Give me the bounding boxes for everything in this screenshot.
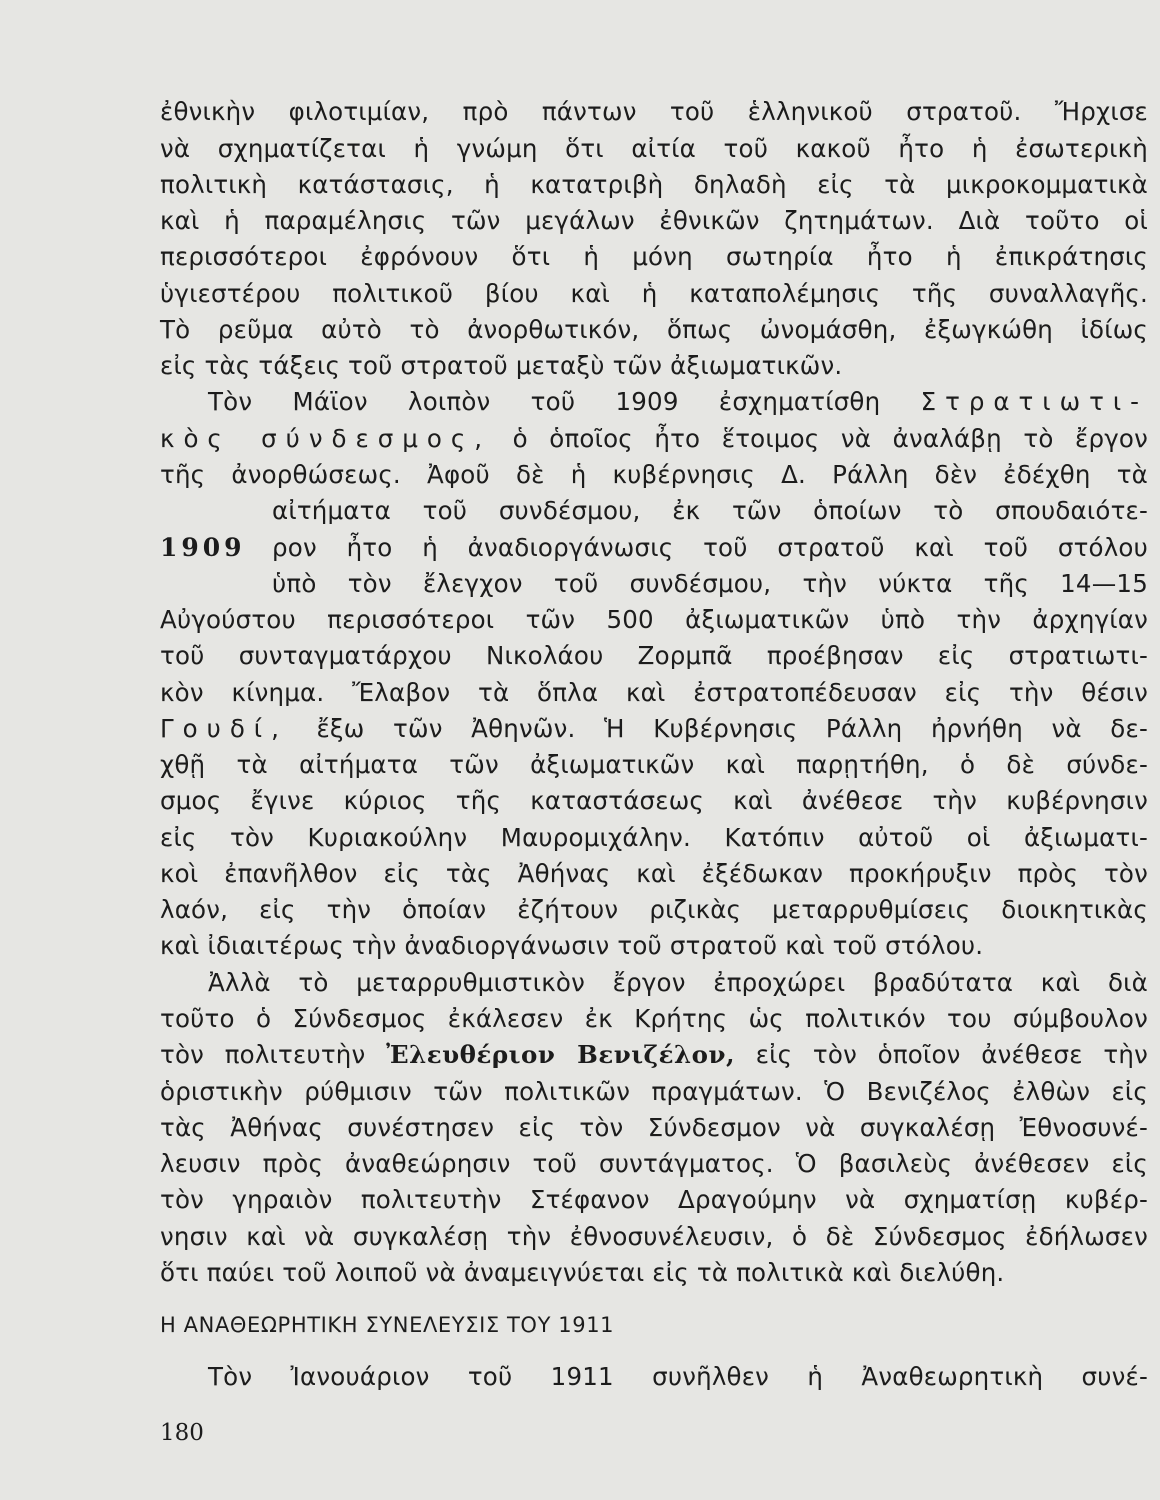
text-line: περισσότεροι ἐφρόνουν ὅτι ἡ μόνη σωτηρία ἦτο ἡ ἐπικράτησις <box>160 242 1148 272</box>
text-line: Τὸν Ἰανουάριον τοῦ 1911 συνῆλθεν ἡ Ἀναθεωρητικὴ συνέ- <box>208 1361 1148 1391</box>
section-heading: Η ΑΝΑΘΕΩΡΗΤΙΚΗ ΣΥΝΕΛΕΥΣΙΣ ΤΟΥ 1911 <box>160 1312 615 1337</box>
emphasized-place: Γουδί, <box>160 713 288 743</box>
text-line: κὸν κίνημα. Ἔλαβον τὰ ὅπλα καὶ ἐστρατοπέδευσαν εἰς τὴν θέσιν <box>160 677 1148 707</box>
text-line: Τὸ ρεῦμα αὐτὸ τὸ ἀνορθωτικόν, ὅπως ὠνομάσθη, ἐξωγκώθη ἰδίως <box>160 314 1148 344</box>
text-line: ὁριστικὴν ρύθμισιν τῶν πολιτικῶν πραγμάτων. Ὁ Βενιζέλος ἐλθὼν εἰς <box>160 1076 1148 1106</box>
text-line: νησιν καὶ νὰ συγκαλέσῃ τὴν ἐθνοσυνέλευσιν, ὁ δὲ Σύνδεσμος ἐδήλωσεν <box>160 1221 1148 1251</box>
text-line: τὰς Ἀθήνας συνέστησεν εἰς τὸν Σύνδεσμον νὰ συγκαλέσῃ Ἐθνοσυνέ- <box>160 1112 1148 1142</box>
text-line: τὸν γηραιὸν πολιτευτὴν Στέφανον Δραγούμην νὰ σχηματίσῃ κυβέρ- <box>160 1185 1148 1215</box>
text-segment: ἔξω τῶν Ἀθηνῶν. Ἡ Κυβέρνησις Ράλλη ἠρνήθη νὰ δε- <box>316 713 1148 743</box>
text-line <box>160 1038 1148 1072</box>
text-line: ρον ἦτο ἡ ἀναδιοργάνωσις τοῦ στρατοῦ καὶ τοῦ στόλου <box>272 532 1148 562</box>
bold-name: Ἐλευθέριον Βενιζέλον, <box>386 1040 736 1070</box>
text-line: κοὶ ἐπανῆλθον εἰς τὰς Ἀθήνας καὶ ἐξέδωκαν προκήρυξιν πρὸς τὸν <box>160 858 1148 888</box>
emphasized-term: Στρατιωτι- <box>920 387 1148 417</box>
text-line: ὅτι παύει τοῦ λοιποῦ νὰ ἀναμειγνύεται εἰς τὰ πολιτικὰ καὶ διελύθη. <box>160 1257 1005 1287</box>
text-line: εἰς τὰς τάξεις τοῦ στρατοῦ μεταξὺ τῶν ἀξιωματικῶν. <box>160 351 843 381</box>
text-line: τοῦ συνταγματάρχου Νικολάου Ζορμπᾶ προέβησαν εἰς στρατιωτι- <box>160 641 1148 671</box>
text-line: καὶ ἰδιαιτέρως τὴν ἀναδιοργάνωσιν τοῦ στρατοῦ καὶ τοῦ στόλου. <box>160 931 984 961</box>
text-line <box>160 422 1148 456</box>
text-line <box>208 385 1148 419</box>
text-line: εἰς τὸν Κυριακούλην Μαυρομιχάλην. Κατόπιν αὐτοῦ οἱ ἀξιωματι- <box>160 822 1148 852</box>
margin-year-note: 1909 <box>160 532 246 562</box>
text-line <box>160 712 1148 746</box>
text-line: Αὐγούστου περισσότεροι τῶν 500 ἀξιωματικῶν ὑπὸ τὴν ἀρχηγίαν <box>160 605 1148 635</box>
text-line: ὑπὸ τὸν ἔλεγχον τοῦ συνδέσμου, τὴν νύκτα τῆς 14—15 <box>272 568 1148 598</box>
text-line: σμος ἔγινε κύριος τῆς καταστάσεως καὶ ἀνέθεσε τὴν κυβέρνησιν <box>160 786 1148 816</box>
text-segment: εἰς τὸν ὁποῖον ἀνέθεσε τὴν <box>755 1040 1148 1070</box>
text-line: νὰ σχηματίζεται ἡ γνώμη ὅτι αἰτία τοῦ κακοῦ ἦτο ἡ ἐσωτερικὴ <box>160 133 1148 163</box>
page-number: 180 <box>160 1419 204 1446</box>
text-line: πολιτικὴ κατάστασις, ἡ κατατριβὴ δηλαδὴ εἰς τὰ μικροκομματικὰ <box>160 169 1148 199</box>
text-segment: τὸν πολιτευτὴν <box>160 1040 366 1070</box>
text-line: Ἀλλὰ τὸ μεταρρυθμιστικὸν ἔργον ἐπροχώρει βραδύτατα καὶ διὰ <box>208 967 1148 997</box>
text-line: τῆς ἀνορθώσεως. Ἀφοῦ δὲ ἡ κυβέρνησις Δ. Ράλλη δὲν ἐδέχθη τὰ <box>160 459 1148 489</box>
text-line: λευσιν πρὸς ἀναθεώρησιν τοῦ συντάγματος. Ὁ βασιλεὺς ἀνέθεσεν εἰς <box>160 1149 1148 1179</box>
text-line: καὶ ἡ παραμέλησις τῶν μεγάλων ἐθνικῶν ζητημάτων. Διὰ τοῦτο οἱ <box>160 206 1148 236</box>
text-segment: Τὸν Μάϊον λοιπὸν τοῦ 1909 ἐσχηματίσθη <box>208 387 881 417</box>
text-line: αἰτήματα τοῦ συνδέσμου, ἐκ τῶν ὁποίων τὸ σπουδαιότε- <box>272 496 1148 526</box>
text-line: χθῇ τὰ αἰτήματα τῶν ἀξιωματικῶν καὶ παρῃτήθη, ὁ δὲ σύνδε- <box>160 750 1148 780</box>
emphasized-term: κὸς σύνδεσμος, <box>160 423 492 453</box>
text-line: λαόν, εἰς τὴν ὁποίαν ἐζήτουν ριζικὰς μεταρρυθμίσεις διοικητικὰς <box>160 895 1148 925</box>
text-line: τοῦτο ὁ Σύνδεσμος ἐκάλεσεν ἐκ Κρήτης ὡς πολιτικόν του σύμβουλον <box>160 1004 1148 1034</box>
text-line: ὑγιεστέρου πολιτικοῦ βίου καὶ ἡ καταπολέμησις τῆς συναλλαγῆς. <box>160 278 1148 308</box>
text-line: ἐθνικὴν φιλοτιμίαν, πρὸ πάντων τοῦ ἑλληνικοῦ στρατοῦ. Ἤρχισε <box>160 97 1148 127</box>
text-segment: ὁ ὁποῖος ἦτο ἕτοιμος νὰ ἀναλάβῃ τὸ ἔργον <box>512 423 1149 453</box>
